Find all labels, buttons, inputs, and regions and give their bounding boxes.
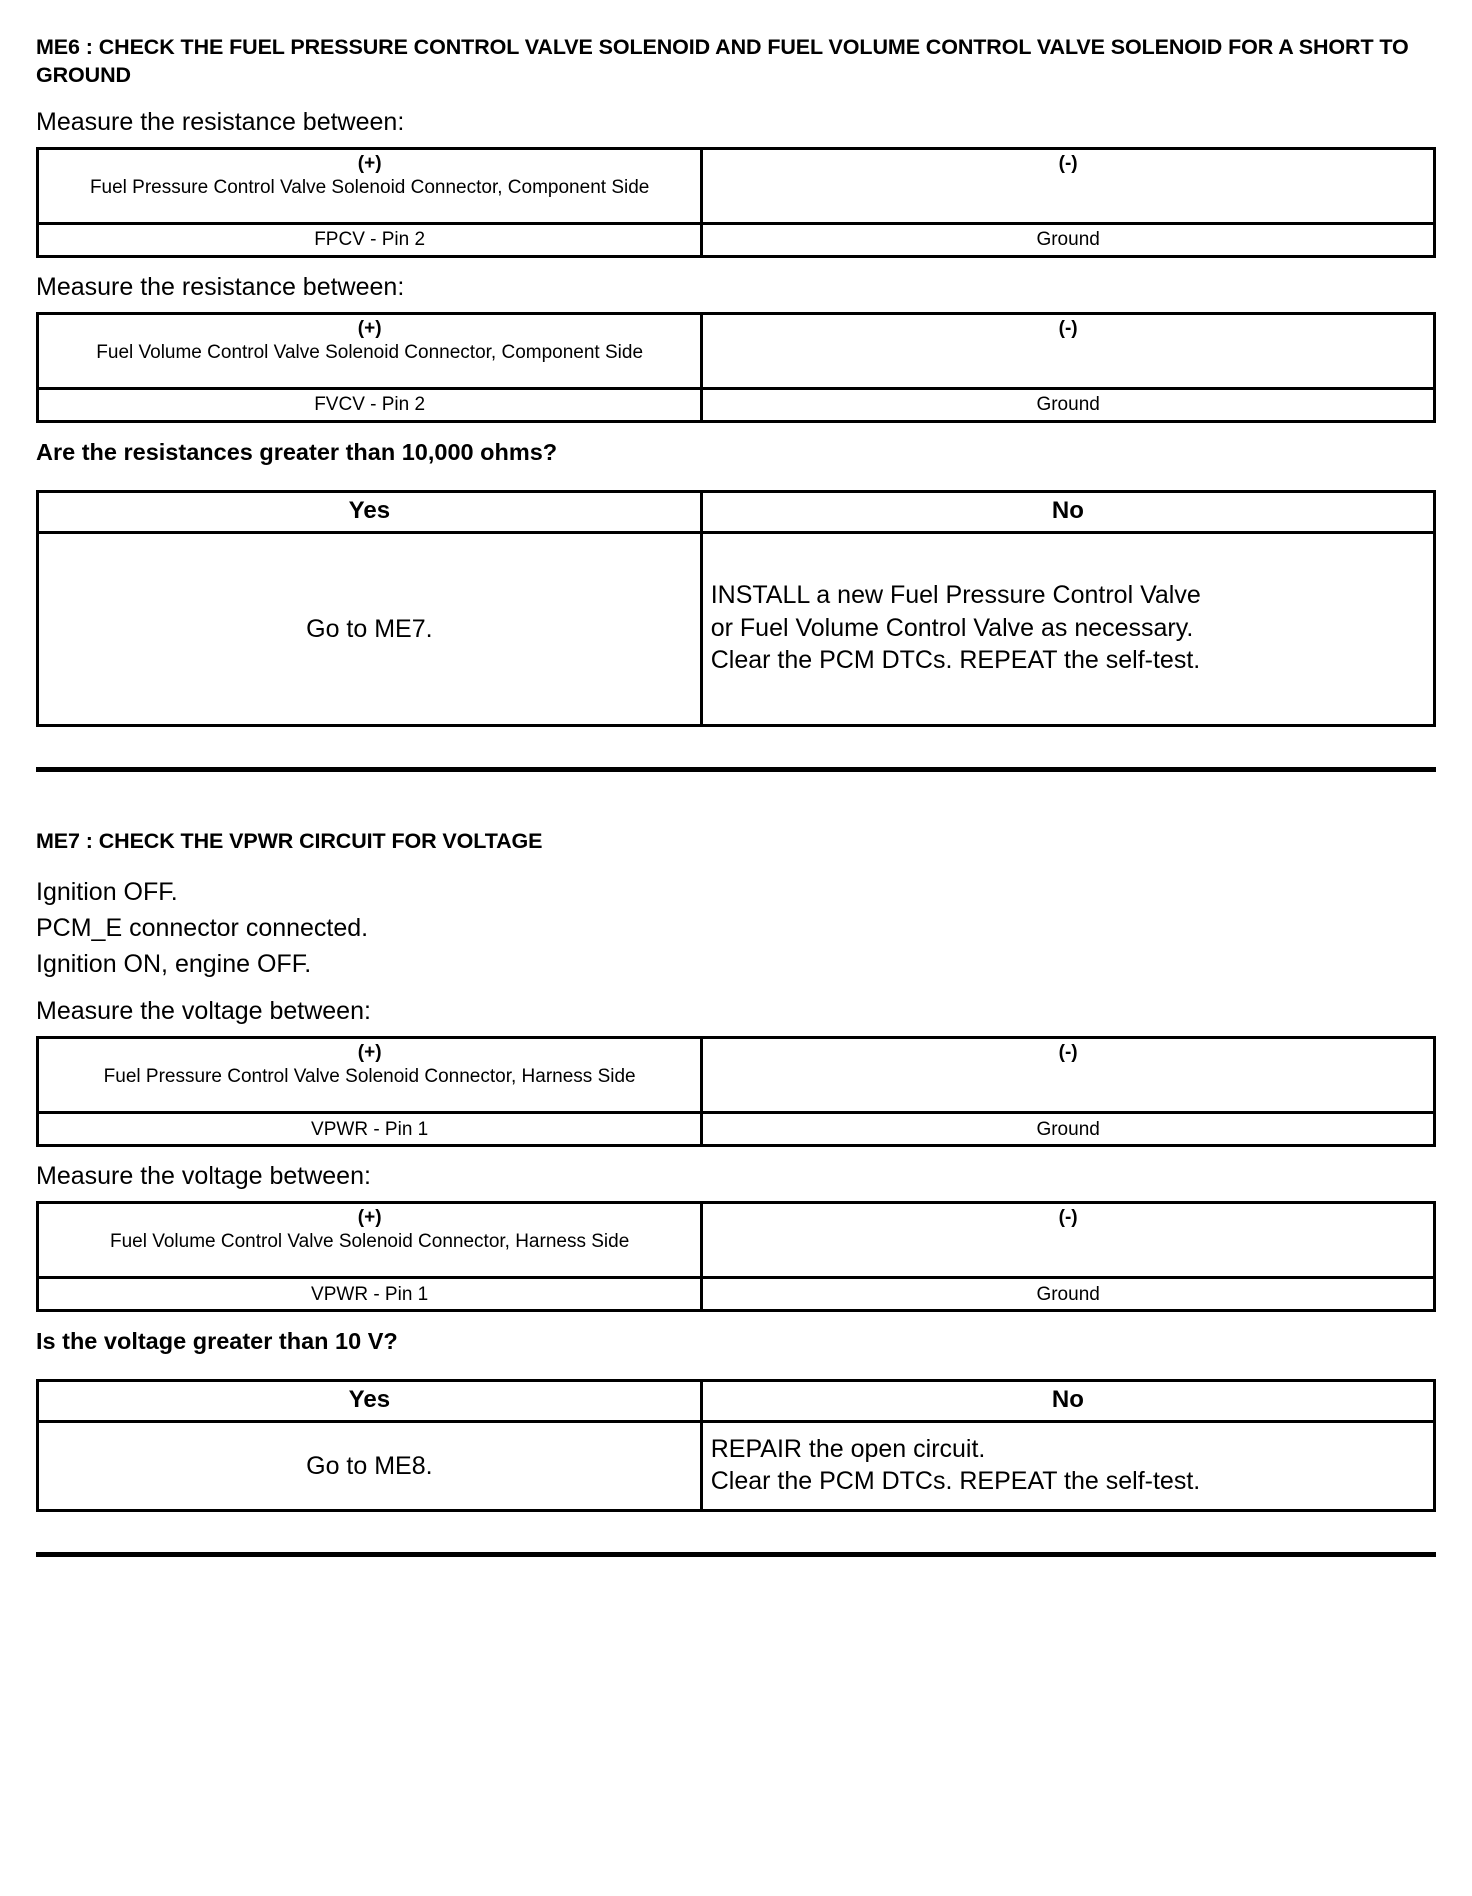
yes-action: Go to ME7.: [38, 533, 702, 726]
yes-header: Yes: [38, 1381, 702, 1422]
step-question-me7: Is the voltage greater than 10 V?: [36, 1328, 398, 1355]
positive-description: Fuel Pressure Control Valve Solenoid Connector, Component Side: [89, 176, 650, 198]
procedure-step-me6: [36, 34, 1436, 772]
yes-no-table-me6: [36, 490, 1436, 727]
measurement-positive-cell: [38, 149, 702, 224]
spacer: [36, 772, 1436, 828]
measurement-negative-cell: [702, 149, 1435, 224]
table-row: [38, 389, 1435, 422]
no-header: No: [701, 492, 1434, 533]
table-row: [38, 492, 1435, 533]
table-row: [38, 1038, 1435, 1113]
measurement-positive-cell: [38, 1038, 702, 1113]
positive-pin-value: FVCV - Pin 2: [38, 389, 702, 422]
negative-pin-value: Ground: [702, 1278, 1435, 1311]
step-title-me7: ME7 : CHECK THE VPWR CIRCUIT FOR VOLTAGE: [36, 829, 543, 854]
table-row: [38, 1113, 1435, 1146]
table-row: [38, 314, 1435, 389]
negative-label: (-): [1058, 1042, 1078, 1064]
positive-pin-value: FPCV - Pin 2: [38, 224, 702, 257]
measurement-table-me7-1: [36, 1036, 1436, 1147]
measure-lead-me6-2: Measure the resistance between:: [36, 273, 405, 302]
condition-line: Ignition ON, engine OFF.: [36, 950, 312, 979]
measurement-positive-cell: [38, 314, 702, 389]
table-row: [38, 149, 1435, 224]
measurement-table-me7-2: [36, 1201, 1436, 1312]
positive-label: (+): [357, 1207, 382, 1229]
measure-lead-me7-1: Measure the voltage between:: [36, 997, 371, 1026]
positive-description: Fuel Volume Control Valve Solenoid Connector, Component Side: [96, 341, 644, 363]
step-question-me6: Are the resistances greater than 10,000 ohms?: [36, 439, 558, 466]
no-header: No: [701, 1381, 1434, 1422]
positive-label: (+): [357, 153, 382, 175]
positive-label: (+): [357, 318, 382, 340]
positive-label: (+): [357, 1042, 382, 1064]
table-row: [38, 1203, 1435, 1278]
no-action-line: INSTALL a new Fuel Pressure Control Valve: [710, 581, 1201, 610]
positive-pin-value: VPWR - Pin 1: [38, 1278, 702, 1311]
no-action-line: Clear the PCM DTCs. REPEAT the self-test.: [710, 1467, 1201, 1496]
measurement-negative-cell: [702, 1038, 1435, 1113]
table-row: [38, 533, 1435, 726]
negative-label: (-): [1058, 153, 1078, 175]
no-action-line: Clear the PCM DTCs. REPEAT the self-test.: [710, 646, 1201, 675]
yes-action: Go to ME8.: [38, 1422, 702, 1511]
positive-pin-value: VPWR - Pin 1: [38, 1113, 702, 1146]
table-row: [38, 224, 1435, 257]
table-row: [38, 1422, 1435, 1511]
condition-line: PCM_E connector connected.: [36, 913, 369, 942]
negative-pin-value: Ground: [702, 389, 1435, 422]
measurement-negative-cell: [702, 314, 1435, 389]
negative-label: (-): [1058, 318, 1078, 340]
negative-label: (-): [1058, 1207, 1078, 1229]
measurement-positive-cell: [38, 1203, 702, 1278]
measurement-table-me6-1: [36, 147, 1436, 258]
yes-no-table-me7: [36, 1379, 1436, 1512]
measurement-negative-cell: [702, 1203, 1435, 1278]
no-action-line: REPAIR the open circuit.: [710, 1434, 986, 1463]
step-title-me6: ME6 : CHECK THE FUEL PRESSURE CONTROL VALVE SOLENOID AND FUEL VOLUME CONTROL VALVE SOLENOID FOR A SHORT TO GROUND: [36, 35, 1409, 87]
measure-lead-me7-2: Measure the voltage between:: [36, 1162, 371, 1191]
condition-line: Ignition OFF.: [36, 877, 178, 906]
table-row: [38, 1278, 1435, 1311]
section-divider: [36, 1552, 1436, 1557]
yes-header: Yes: [38, 492, 702, 533]
measure-lead-me6-1: Measure the resistance between:: [36, 108, 405, 137]
negative-pin-value: Ground: [702, 224, 1435, 257]
no-action: [701, 1422, 1434, 1511]
procedure-step-me7: [36, 828, 1436, 1557]
no-action: [701, 533, 1434, 726]
positive-description: Fuel Pressure Control Valve Solenoid Connector, Harness Side: [103, 1066, 636, 1088]
positive-description: Fuel Volume Control Valve Solenoid Connector, Harness Side: [110, 1231, 630, 1253]
no-action-line: or Fuel Volume Control Valve as necessary.: [710, 613, 1194, 642]
table-row: [38, 1381, 1435, 1422]
measurement-table-me6-2: [36, 312, 1436, 423]
negative-pin-value: Ground: [702, 1113, 1435, 1146]
